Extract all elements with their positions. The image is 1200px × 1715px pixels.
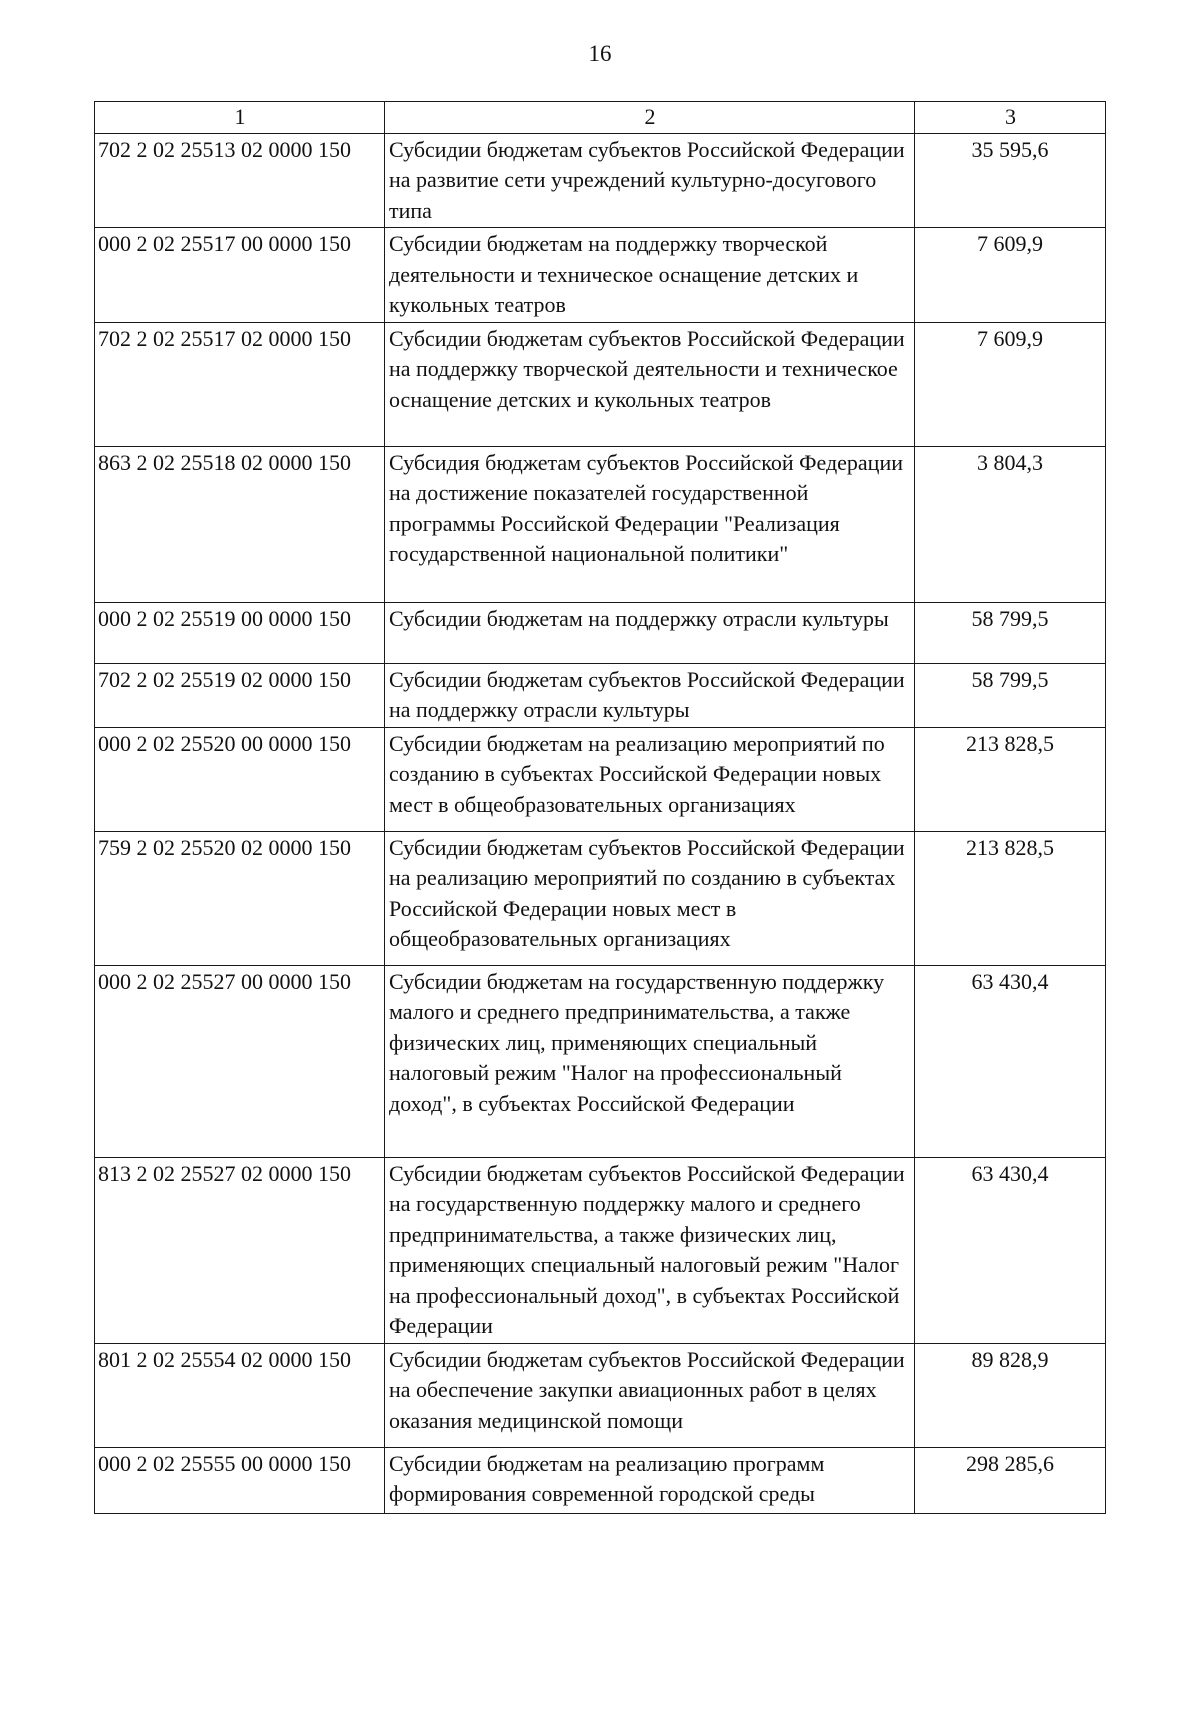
table-row (95, 831, 1106, 965)
budget-table (94, 101, 1106, 1514)
table-row (95, 228, 1106, 323)
table-row (95, 1157, 1106, 1343)
income-code: 759 2 02 25520 02 0000 150 (95, 831, 385, 965)
income-description: Субсидии бюджетам субъектов Российской Федерации на обеспечение закупки авиационных работ в целях оказания медицинской помощи (385, 1343, 915, 1447)
income-amount: 3 804,3 (915, 446, 1106, 602)
income-description: Субсидии бюджетам субъектов Российской Федерации на поддержку творческой деятельности и техническое оснащение детских и кукольных театров (385, 322, 915, 446)
income-description: Субсидии бюджетам субъектов Российской Федерации на поддержку отрасли культуры (385, 663, 915, 727)
income-code: 000 2 02 25527 00 0000 150 (95, 965, 385, 1157)
income-amount: 35 595,6 (915, 133, 1106, 228)
income-amount: 89 828,9 (915, 1343, 1106, 1447)
table-row (95, 602, 1106, 663)
column-header-name: 2 (385, 102, 915, 134)
income-description: Субсидии бюджетам на реализацию мероприятий по созданию в субъектах Российской Федерации новых мест в общеобразовательных организациях (385, 727, 915, 831)
income-amount: 213 828,5 (915, 727, 1106, 831)
income-amount: 7 609,9 (915, 228, 1106, 323)
page-number: 16 (588, 41, 612, 66)
income-code: 000 2 02 25519 00 0000 150 (95, 602, 385, 663)
table-row (95, 322, 1106, 446)
income-description: Субсидии бюджетам субъектов Российской Федерации на развитие сети учреждений культурно-досугового типа (385, 133, 915, 228)
income-code: 702 2 02 25513 02 0000 150 (95, 133, 385, 228)
table-row (95, 727, 1106, 831)
table-header (95, 102, 1106, 134)
table-body (95, 133, 1106, 1513)
income-description: Субсидии бюджетам на поддержку творческой деятельности и техническое оснащение детских и кукольных театров (385, 228, 915, 323)
income-description: Субсидия бюджетам субъектов Российской Федерации на достижение показателей государственной программы Российской Федерации "Реализация государственной национальной политики" (385, 446, 915, 602)
income-amount: 298 285,6 (915, 1447, 1106, 1513)
income-description: Субсидии бюджетам на поддержку отрасли культуры (385, 602, 915, 663)
table-row (95, 965, 1106, 1157)
income-amount: 58 799,5 (915, 602, 1106, 663)
income-code: 000 2 02 25520 00 0000 150 (95, 727, 385, 831)
income-code: 000 2 02 25517 00 0000 150 (95, 228, 385, 323)
income-code: 702 2 02 25519 02 0000 150 (95, 663, 385, 727)
income-code: 801 2 02 25554 02 0000 150 (95, 1343, 385, 1447)
income-amount: 63 430,4 (915, 1157, 1106, 1343)
income-code: 863 2 02 25518 02 0000 150 (95, 446, 385, 602)
income-code: 000 2 02 25555 00 0000 150 (95, 1447, 385, 1513)
table-row (95, 1343, 1106, 1447)
income-amount: 213 828,5 (915, 831, 1106, 965)
income-description: Субсидии бюджетам субъектов Российской Федерации на реализацию мероприятий по созданию в субъектах Российской Федерации новых мест в общеобразовательных организациях (385, 831, 915, 965)
table-row (95, 446, 1106, 602)
column-header-code: 1 (95, 102, 385, 134)
income-description: Субсидии бюджетам субъектов Российской Федерации на государственную поддержку малого и среднего предпринимательства, а также физических лиц, применяющих специальный налоговый режим "Налог на профессиональный доход", в субъектах Российской Федерации (385, 1157, 915, 1343)
income-amount: 63 430,4 (915, 965, 1106, 1157)
income-amount: 7 609,9 (915, 322, 1106, 446)
income-code: 702 2 02 25517 02 0000 150 (95, 322, 385, 446)
income-description: Субсидии бюджетам на государственную поддержку малого и среднего предпринимательства, а также физических лиц, применяющих специальный налоговый режим "Налог на профессиональный доход", в субъектах Российской Федерации (385, 965, 915, 1157)
table-row (95, 133, 1106, 228)
table-row (95, 663, 1106, 727)
column-header-amount: 3 (915, 102, 1106, 134)
income-description: Субсидии бюджетам на реализацию программ формирования современной городской среды (385, 1447, 915, 1513)
income-code: 813 2 02 25527 02 0000 150 (95, 1157, 385, 1343)
table-row (95, 1447, 1106, 1513)
income-amount: 58 799,5 (915, 663, 1106, 727)
header-row (95, 102, 1106, 134)
